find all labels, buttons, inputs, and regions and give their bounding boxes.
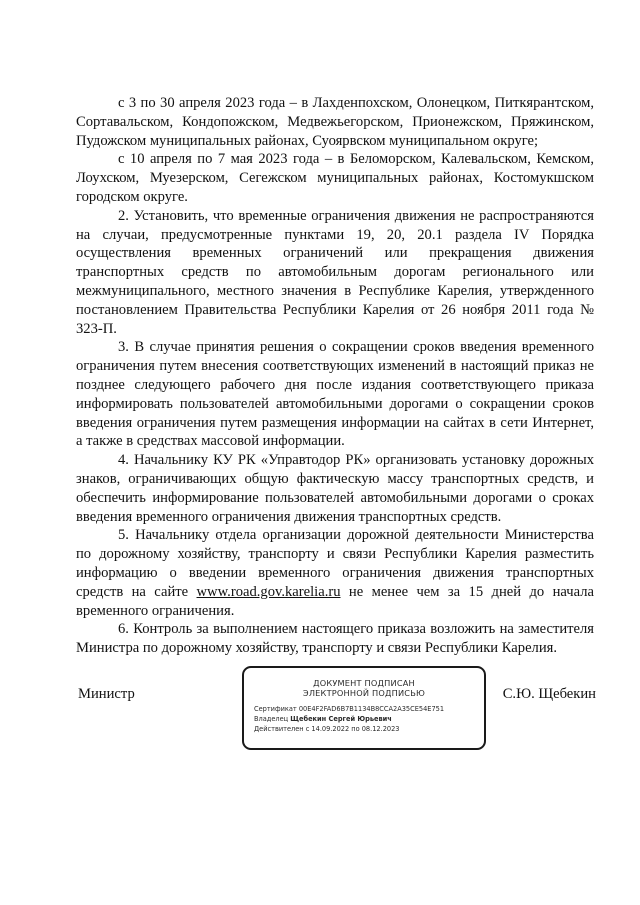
stamp-owner-label: Владелец [254,715,289,723]
signature-block [0,666,640,756]
paragraph-item-2: 2. Установить, что временные ограничения движения не распространяются на случаи, предусмотренные пунктами 19, 20, 20.1 раздела IV Порядка осуществления временных ограничений или прекращения движения транспортных средств по автомобильным дорогам регионального или межмуниципального, местного значения в Республике Карелия, утвержденного постановлением Правительства Республики Карелия от 26 ноября 2011 года № 323-П. [76,207,594,337]
signer-position: Министр [78,686,135,702]
paragraph-dates-north: с 10 апреля по 7 мая 2023 года – в Беломорском, Калевальском, Кемском, Лоухском, Муезерском, Сегежском муниципальных районах, Костомукшском городском округе. [76,151,594,205]
paragraph-item-6: 6. Контроль за выполнением настоящего приказа возложить на заместителя Министра по дорожному хозяйству, транспорту и связи Республики Карелия. [76,621,594,657]
paragraph-item-3: 3. В случае принятия решения о сокращении сроков введения временного ограничения путем внесения соответствующих изменений в настоящий приказ не позднее следующего рабочего дня после издания соответствующего приказа информировать пользователей автомобильными дорогами о сокращении сроков введения ограничения путем размещения информации на сайтах в сети Интернет, а также в средствах массовой информации. [76,339,594,450]
paragraph-item-5 [76,526,594,620]
stamp-title-line-2: ЭЛЕКТРОННОЙ ПОДПИСЬЮ [302,688,426,698]
paragraph-dates-south: с 3 по 30 апреля 2023 года – в Лахденпохском, Олонецком, Питкярантском, Сортавальском, Кондопожском, Медвежьегорском, Прионежском, Пряжинском, Пудожском муниципальных районах, Суоярвском муниципальном округе; [76,95,594,149]
paragraph-item-5-text-before: 5. Начальнику отдела организации дорожной деятельности Министерства по дорожному хозяйству, транспорту и связи Республики Карелия разместить информацию о введении временного ограничения движения транспортных средств на сайте [76,527,594,600]
paragraph-item-5-text-after: не менее чем за 15 дней до начала временного ограничения. [76,583,594,619]
website-link[interactable]: www.road.gov.karelia.ru [196,583,341,600]
paragraph-item-4: 4. Начальнику КУ РК «Управтодор РК» организовать установку дорожных знаков, ограничивающих общую фактическую массу транспортных средств, и обеспечить информирование пользователей автомобильными дорогами о сроках введения временного ограничения движения транспортных средств. [76,452,594,525]
electronic-signature-stamp [242,666,486,750]
stamp-title-line-1: ДОКУМЕНТ ПОДПИСАН [313,678,415,688]
stamp-validity: Действителен с 14.09.2022 по 08.12.2023 [254,725,400,733]
signer-name: С.Ю. Щебекин [502,686,596,702]
stamp-owner-line [254,714,474,724]
document-body [76,94,594,658]
stamp-owner-name: Щебекин Сергей Юрьевич [290,715,392,723]
stamp-certificate: Сертификат 00E4F2FAD6B7B1134B8CCA2A35CE54E751 [254,705,445,713]
